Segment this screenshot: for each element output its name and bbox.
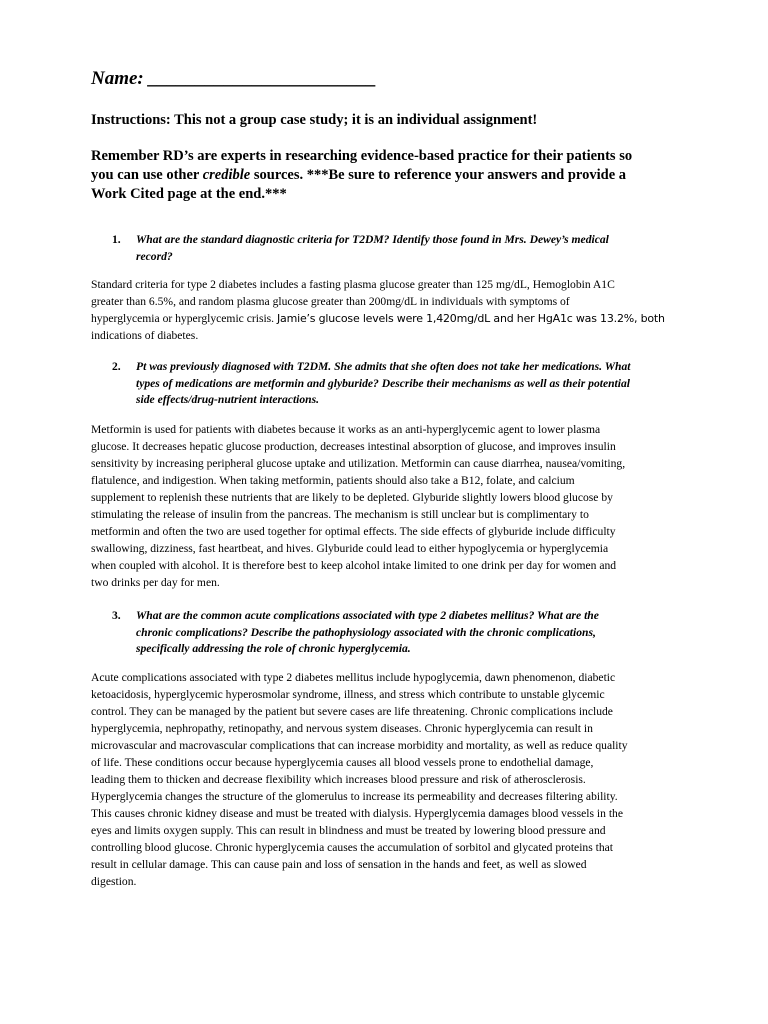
answer-3 xyxy=(91,669,681,890)
answer-line: flatulence, and indigestion. When taking metformin, patients should also take a B12, folate, and calcium xyxy=(91,474,575,487)
answer-line: of life. These conditions occur because hyperglycemia causes all blood vessels prone to endothelial damage, xyxy=(91,756,594,769)
answer-line: swallowing, dizziness, fast heartbeat, and hives. Glyburide could lead to either hypoglycemia or hyperglycemia xyxy=(91,542,609,555)
question-line: side effects/drug-nutrient interactions. xyxy=(136,393,320,406)
question-number: 2. xyxy=(112,360,121,373)
answer-line: glucose. It decreases hepatic glucose production, decreases intestinal absorption of glucose, and improves insulin xyxy=(91,440,616,453)
answer-line: This causes chronic kidney disease and must be treated with dialysis. Hyperglycemia damages blood vessels in the xyxy=(91,807,623,820)
answer-line: ketoacidosis, hyperglycemic hyperosmolar syndrome, illness, and stress which contribute to unstable glycemic xyxy=(91,688,605,701)
question-text xyxy=(136,359,706,409)
answer-1 xyxy=(91,276,681,344)
question-line: chronic complications? Describe the pathophysiology associated with the chronic complications, xyxy=(136,625,596,639)
question-line: What are the common acute complications associated with type 2 diabetes mellitus? What are the xyxy=(136,609,599,622)
instructions-text: Instructions: This not a group case study; it is an individual assignment! xyxy=(91,112,538,128)
remember-line-1: Remember RD’s are experts in researching evidence-based practice for their patients so xyxy=(91,148,633,164)
answer-line: supplement to replenish these nutrients that are likely to be depleted. Glyburide slightly lowers blood glucose by xyxy=(91,491,613,504)
answer-line: control. They can be managed by the patient but severe cases are life threatening. Chronic complications include xyxy=(91,705,613,718)
answer-2 xyxy=(91,421,681,591)
answer-line: two drinks per day for men. xyxy=(91,576,220,589)
answer-line: when coupled with alcohol. It is therefore best to keep alcohol intake limited to one drink per day for women and xyxy=(91,559,617,572)
name-blank: ________________________ xyxy=(148,68,377,89)
remember-line-2-start: you can use other xyxy=(91,167,203,183)
question-line: specifically addressing the role of chronic hyperglycemia. xyxy=(136,642,411,655)
question-line: Pt was previously diagnosed with T2DM. She admits that she often does not take her medications. What xyxy=(136,360,631,373)
remember-emphasis: credible xyxy=(202,167,251,183)
answer-line: digestion. xyxy=(91,875,137,888)
answer-line: leading them to thicken and decrease flexibility which increases blood pressure and risk of atherosclerosis. xyxy=(91,773,586,786)
question-number: 3. xyxy=(112,609,121,622)
question-line: types of medications are metformin and glyburide? Describe their mechanisms as well as their potential xyxy=(136,376,631,390)
answer-line: stimulating the release of insulin from the pancreas. The mechanism is still unclear but is complimentary to xyxy=(91,508,589,521)
remember-line-2-end: sources. ***Be sure to reference your answers and provide a xyxy=(250,167,627,183)
question-text xyxy=(136,232,706,265)
remember-line-3: Work Cited page at the end.*** xyxy=(91,186,287,202)
answer-line: Metformin is used for patients with diabetes because it works as an anti-hyperglycemic agent to lower plasma xyxy=(91,423,601,436)
name-field xyxy=(91,68,377,90)
question-number: 1. xyxy=(112,233,121,246)
answer-line: controlling blood glucose. Chronic hyperglycemia causes the accumulation of sorbitol and glycated proteins that xyxy=(91,841,614,854)
question-line: record? xyxy=(136,249,173,263)
answer-line: eyes and limits oxygen supply. This can result in blindness and must be treated by lowering blood pressure and xyxy=(91,824,606,837)
handwritten-glucose-note: Jamie’s glucose levels were 1,420mg/dL and her HgA1c was 13.2%, both xyxy=(276,312,665,325)
question-line: What are the standard diagnostic criteria for T2DM? Identify those found in Mrs. Dewey’s medical xyxy=(136,233,609,246)
name-label: Name: xyxy=(91,68,144,89)
question-text xyxy=(136,608,706,658)
answer-line: Standard criteria for type 2 diabetes includes a fasting plasma glucose greater than 125 mg/dL, Hemoglobin A1C xyxy=(91,278,615,291)
answer-line: greater than 6.5%, and random plasma glucose greater than 200mg/dL in individuals with symptoms of xyxy=(91,295,570,308)
answer-line: Hyperglycemia changes the structure of the glomerulus to increase its permeability and decreases filtering ability. xyxy=(91,790,618,803)
answer-line: microvascular and macrovascular complications that can increase morbidity and mortality, as well as reduce quality xyxy=(91,739,628,752)
remember-line-2 xyxy=(91,166,691,185)
answer-line xyxy=(91,310,681,327)
answer-line: sensitivity by increasing peripheral glucose uptake and utilization. Metformin can cause diarrhea, nausea/vomiting, xyxy=(91,457,626,470)
answer-line: metformin and often the two are used together for optimal effects. The side effects of glyburide include difficulty xyxy=(91,525,616,538)
answer-line: Acute complications associated with type 2 diabetes mellitus include hypoglycemia, dawn phenomenon, diabetic xyxy=(91,671,616,684)
remember-paragraph xyxy=(91,147,691,204)
answer-line: result in cellular damage. This can cause pain and loss of sensation in the hands and feet, as well as slowed xyxy=(91,858,587,871)
answer-line: hyperglycemia, nephropathy, retinopathy, and nervous system diseases. Chronic hyperglycemia can result in xyxy=(91,722,593,735)
answer-line-start: hyperglycemia or hyperglycemic crisis. xyxy=(91,312,277,325)
answer-line: indications of diabetes. xyxy=(91,329,199,342)
